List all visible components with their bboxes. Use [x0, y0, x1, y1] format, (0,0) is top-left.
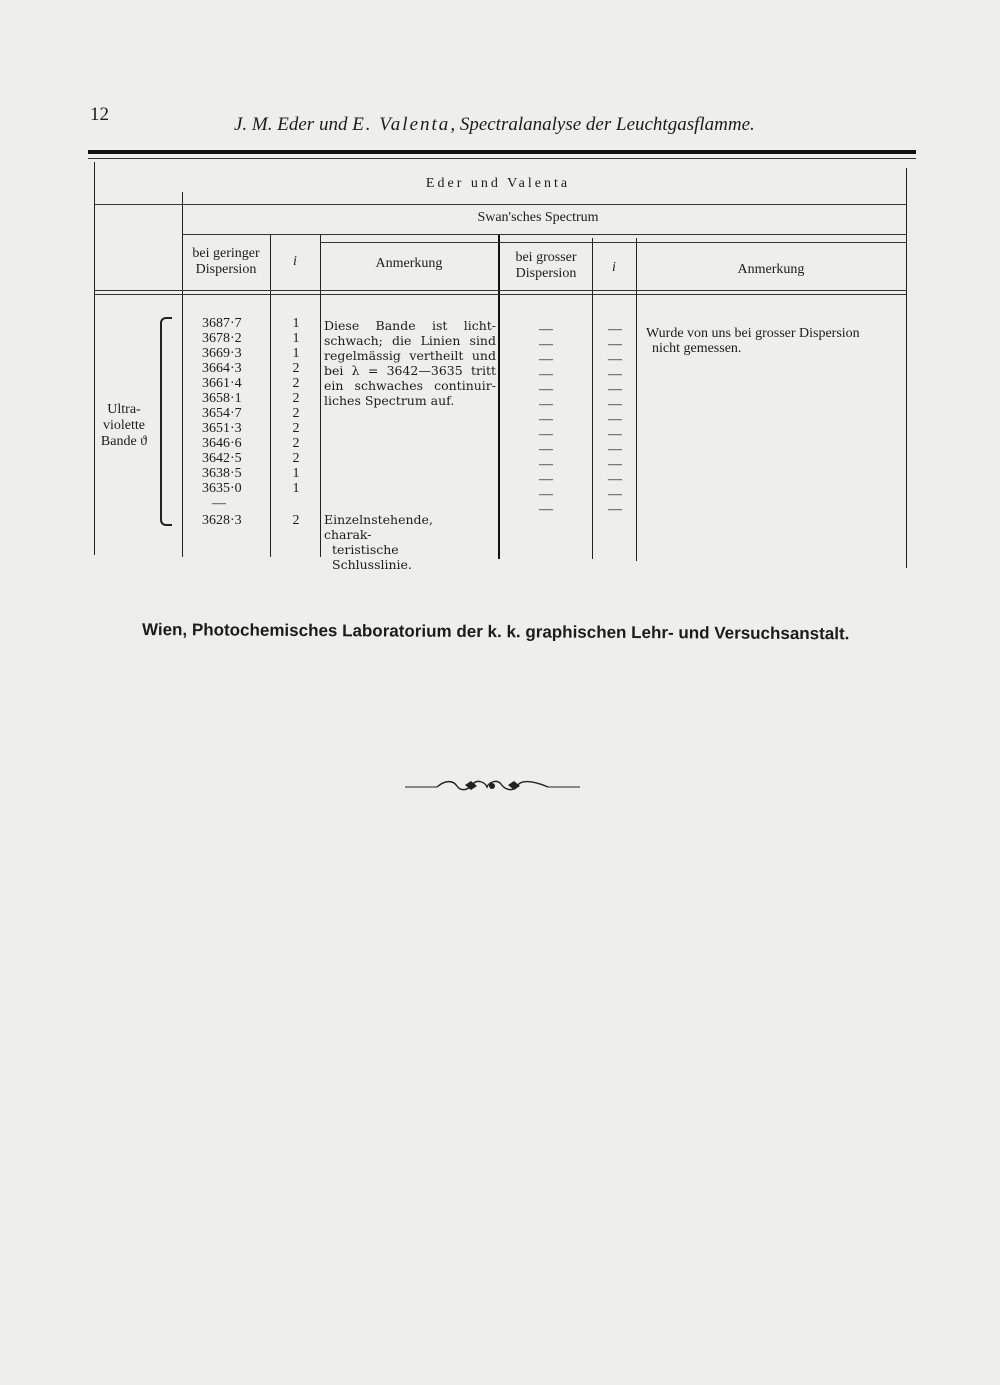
dash-cell: — — [539, 352, 553, 367]
wavelength-cell: 3651·3 — [202, 421, 242, 436]
note-high-dispersion-line: nicht gemessen. — [652, 341, 742, 356]
note-main — [324, 318, 496, 408]
wavelength-cell: 3687·7 — [202, 316, 242, 331]
wavelength-cell: 3638·5 — [202, 466, 242, 481]
dash-cell: — — [608, 502, 622, 517]
intensity-cell: 2 — [292, 361, 300, 376]
wavelength-cell: 3646·6 — [202, 436, 242, 451]
dash-cell: — — [539, 382, 553, 397]
dash-cell: — — [608, 367, 622, 382]
col-divider-note1 — [320, 234, 321, 557]
top-rule — [88, 150, 916, 154]
header-i1: i — [293, 254, 297, 269]
running-head — [234, 114, 755, 136]
header-high-dispersion — [500, 250, 592, 282]
table-right-border — [906, 168, 907, 568]
header-high-dispersion-line1: bei grosser — [515, 250, 577, 265]
note-main-line: schwach; die Linien sind — [324, 333, 496, 348]
dash-cell: — — [608, 457, 622, 472]
dash-cell: — — [539, 457, 553, 472]
wavelength-cell-last: 3628·3 — [202, 513, 242, 528]
running-head-und: und — [318, 114, 348, 135]
dash-cell: — — [608, 352, 622, 367]
dash-cell: — — [608, 382, 622, 397]
intensity-cell: 2 — [292, 421, 300, 436]
row-label-line3: Bande ϑ — [100, 434, 148, 449]
row-label-line2: violette — [103, 418, 145, 433]
row-brace — [160, 317, 172, 526]
intensity-cell: 1 — [292, 346, 300, 361]
column-header-rule — [94, 290, 906, 295]
dash-cell: — — [608, 427, 622, 442]
spectrum-table — [88, 162, 908, 572]
note-last — [324, 512, 474, 572]
header-note1: Anmerkung — [375, 256, 443, 271]
wavelength-cell: 3669·3 — [202, 346, 242, 361]
dash-cell: — — [608, 397, 622, 412]
note-main-line: liches Spectrum auf. — [324, 393, 455, 408]
col-divider-i2 — [592, 238, 593, 559]
intensity-cell: 2 — [292, 451, 300, 466]
intensity-cell: 1 — [292, 481, 300, 496]
row-label — [90, 402, 158, 450]
dash-cell: — — [539, 397, 553, 412]
running-head-author-b: E. Valenta — [352, 114, 451, 135]
wavelength-cell: 3635·0 — [202, 481, 242, 496]
note-main-line: Diese Bande ist licht- — [324, 318, 496, 333]
dash-cell: — — [539, 337, 553, 352]
dash-cell: — — [539, 322, 553, 337]
header-high-dispersion-line2: Dispersion — [515, 266, 577, 281]
dash-cell: — — [608, 472, 622, 487]
group-header-rule — [94, 204, 906, 205]
high-dispersion-list — [528, 322, 564, 517]
sub-header: Swan'sches Spectrum — [477, 210, 599, 225]
header-low-dispersion-line2: Dispersion — [195, 262, 257, 277]
header-low-dispersion-line1: bei geringer — [192, 246, 260, 261]
dash-cell: — — [539, 472, 553, 487]
running-head-title: , Spectralanalyse der Leuchtgasflamme. — [450, 114, 755, 135]
note-main-line: ein schwaches continuir- — [324, 378, 496, 393]
dash-cell: — — [608, 322, 622, 337]
sub-header-rule-2 — [320, 242, 906, 243]
intensity-cell-last: 2 — [292, 513, 300, 528]
dash-cell: — — [608, 412, 622, 427]
dash-cell: — — [539, 502, 553, 517]
intensity-cell: 2 — [292, 376, 300, 391]
intensity-cell: 1 — [292, 331, 300, 346]
header-i2: i — [612, 260, 616, 275]
intensity-cell: 1 — [292, 316, 300, 331]
note-high-dispersion-line: Wurde von uns bei grosser Dispersion — [646, 326, 860, 341]
intensity-list — [284, 316, 308, 528]
wavelength-cell: 3642·5 — [202, 451, 242, 466]
wavelength-cell: 3664·3 — [202, 361, 242, 376]
note-last-line: teristische Schlusslinie. — [332, 542, 412, 572]
table-left-border — [94, 162, 95, 555]
dash-cell: — — [539, 427, 553, 442]
wavelength-cell: 3661·4 — [202, 376, 242, 391]
dash-cell: — — [539, 367, 553, 382]
page-number: 12 — [90, 104, 109, 125]
note-main-line: regelmässig vertheilt und — [324, 348, 496, 363]
dash-cell: — — [608, 337, 622, 352]
wavelength-cell: 3658·1 — [202, 391, 242, 406]
note-main-line: bei λ = 3642—3635 tritt — [324, 363, 496, 378]
header-low-dispersion — [182, 246, 270, 278]
top-rule-thin — [88, 158, 916, 159]
dash-cell: — — [539, 412, 553, 427]
wavelength-cell: 3678·2 — [202, 331, 242, 346]
dash-cell: — — [539, 442, 553, 457]
intensity-cell: 1 — [292, 466, 300, 481]
note-last-line: Einzelnstehende, charak- — [324, 512, 433, 542]
wavelength-cell: 3654·7 — [202, 406, 242, 421]
col-divider-note2 — [636, 238, 637, 561]
row-label-line1: Ultra- — [107, 402, 141, 417]
wavelength-separator: — — [212, 496, 226, 511]
note-high-dispersion — [646, 326, 902, 356]
footer-imprint: Wien, Photochemisches Laboratorium der k. k. graphischen Lehr- und Versuchsanstalt. — [141, 620, 850, 644]
dash-cell: — — [608, 487, 622, 502]
group-header: Eder und Valenta — [425, 176, 571, 191]
dash-cell: — — [608, 442, 622, 457]
dash-cell: — — [539, 487, 553, 502]
col-divider-i1 — [270, 234, 271, 557]
header-note2: Anmerkung — [737, 262, 805, 277]
wavelength-list — [202, 316, 262, 528]
intensity-cell: 2 — [292, 436, 300, 451]
fleuron-ornament-icon — [405, 776, 580, 796]
intensity-cell: 2 — [292, 406, 300, 421]
sub-header-rule — [182, 234, 906, 235]
high-intensity-list — [600, 322, 630, 517]
running-head-author-a: J. M. Eder — [234, 114, 315, 135]
col-divider-group — [498, 234, 500, 559]
intensity-cell: 2 — [292, 391, 300, 406]
